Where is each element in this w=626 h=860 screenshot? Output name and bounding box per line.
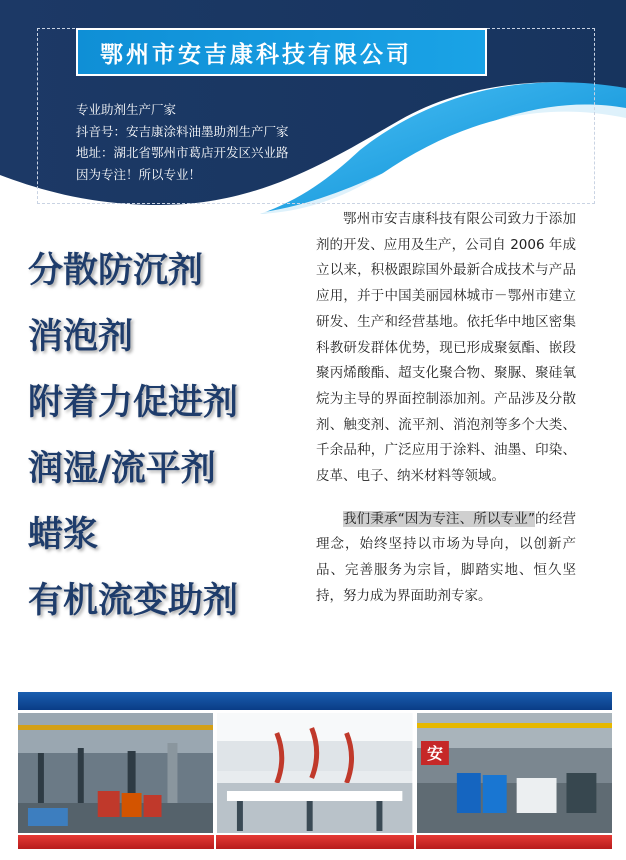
company-name: 鄂州市安吉康科技有限公司 <box>100 41 412 68</box>
company-info <box>76 99 289 185</box>
company-introduction <box>316 207 576 610</box>
info-line-slogan: 因为专注！所以专业！ <box>76 166 202 182</box>
product-item: 蜡浆 <box>28 515 99 555</box>
product-item: 消泡剂 <box>28 317 134 357</box>
photo-strip-top-bar <box>18 692 612 710</box>
info-line-douyin: 抖音号：安吉康涂料油墨助剂生产厂家 <box>76 123 289 139</box>
product-list <box>28 243 238 639</box>
intro-highlight: 我们秉承“因为专注、所以专业” <box>343 510 535 527</box>
intro-paragraph-2-rest: 的经营理念，始终坚持以市场为导向，以创新产品、完善服务为宗旨，脚踏实地、恒久坚持，努力成为界面助剂专家。 <box>316 510 576 604</box>
factory-photo-strip <box>18 713 612 833</box>
product-item: 有机流变助剂 <box>28 581 239 621</box>
product-item: 分散防沉剂 <box>28 251 204 291</box>
intro-paragraph-1: 鄂州市安吉康科技有限公司致力于添加剂的开发、应用及生产，公司自 2006 年成立以来，积极跟踪国外最新合成技术与产品应用，并于中国美丽园林城市－鄂州市建立研发、生产和经营基地。依托华中地区密集科教研发群体优势，现已形成聚氨酯、嵌段聚丙烯酸酯、超支化聚合物、聚脲、聚硅氧烷为主导的界面控制添加剂。产品涉及分散剂、触变剂、流平剂、消泡剂等多个大类、千余品种，广泛应用于涂料、油墨、印染、皮革、电子、纳米材料等领域。 <box>316 211 576 485</box>
intro-paragraph-2 <box>316 507 576 610</box>
product-item: 附着力促进剂 <box>28 383 239 423</box>
product-item: 润湿/流平剂 <box>28 449 216 489</box>
factory-photo-laboratory <box>217 713 412 833</box>
info-line-address: 地址：湖北省鄂州市葛店开发区兴业路 <box>76 145 289 160</box>
info-line-tagline: 专业助剂生产厂家 <box>76 102 177 117</box>
bar-separator <box>214 835 216 849</box>
bar-separator <box>414 835 416 849</box>
factory-photo-warehouse <box>417 713 612 833</box>
company-title-banner <box>76 28 487 76</box>
factory-photo-workshop <box>18 713 213 833</box>
photo-strip-bottom-bar <box>18 835 612 849</box>
safety-sign-text: 安 <box>426 743 443 764</box>
